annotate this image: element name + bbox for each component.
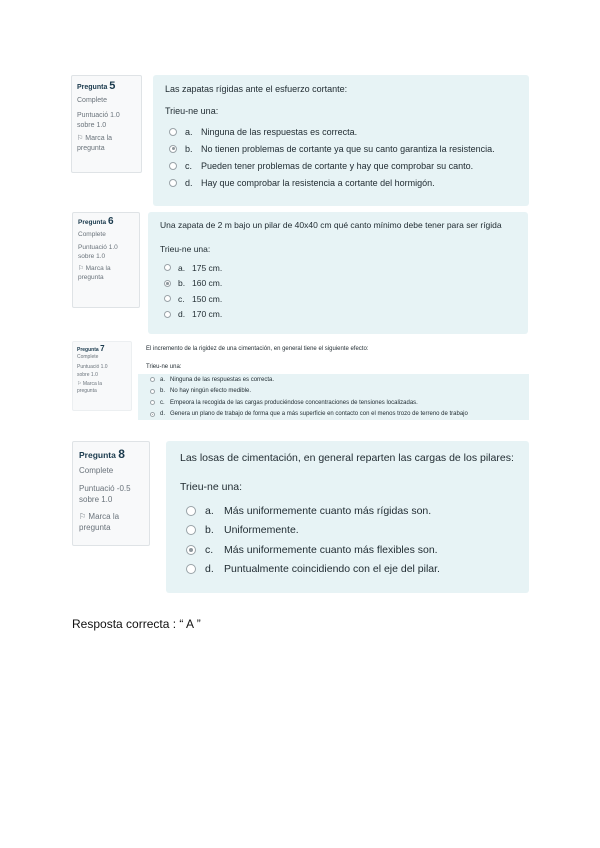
answer-prompt: Trieu-ne una: (146, 364, 182, 370)
radio-icon[interactable] (164, 295, 171, 302)
flag-icon: ⚐ (79, 511, 87, 521)
answer-option[interactable]: c. 150 cm. (164, 291, 516, 307)
radio-icon[interactable] (169, 162, 177, 170)
question-title: Pregunta 8 (79, 447, 125, 461)
answer-option[interactable]: c. Empeora la recogida de las cargas produciéndose concentraciones de tensiones localizadas. (142, 397, 523, 409)
question-panel (166, 441, 529, 593)
answer-option[interactable]: b. No hay ningún efecto medible. (142, 386, 523, 398)
answer-options (180, 501, 515, 579)
question-text: El incremento de la rigidez de una cimentación, en general tiene el siguiente efecto: (146, 346, 369, 352)
answer-options (165, 123, 517, 191)
question-grade: Puntuació 1.0 sobre 1.0 (78, 244, 118, 261)
question-title: Pregunta 7 (77, 344, 105, 353)
question-state: Complete (77, 97, 107, 104)
question-info (72, 212, 140, 308)
flag-icon: ⚐ (77, 135, 84, 143)
question-grade: Puntuació -0.5 sobre 1.0 (79, 483, 131, 505)
radio-icon[interactable] (150, 377, 155, 382)
question-state: Complete (78, 231, 106, 238)
answer-option[interactable]: c. Pueden tener problemas de cortante y hay que comprobar su canto. (169, 157, 517, 174)
question-info (72, 341, 132, 411)
question-panel (148, 212, 528, 334)
question-text: Las zapatas rígidas ante el esfuerzo cortante: (165, 84, 348, 94)
answer-prompt: Trieu-ne una: (160, 244, 211, 254)
answer-prompt: Trieu-ne una: (165, 106, 219, 116)
answer-options (160, 260, 516, 322)
answer-option[interactable]: d. Genera un plano de trabajo de forma que a más superficie en contacto con el menos trozo de terreno de trabajo (142, 409, 523, 421)
radio-icon[interactable] (150, 389, 155, 394)
question-panel (153, 75, 529, 206)
question-text: Una zapata de 2 m bajo un pilar de 40x40 cm qué canto mínimo debe tener para ser rígida (160, 220, 502, 230)
answer-option[interactable]: b. Uniformemente. (186, 521, 515, 541)
radio-icon[interactable] (186, 525, 196, 535)
question-grade: Puntuació 1.0 sobre 1.0 (77, 364, 108, 378)
radio-icon[interactable] (150, 412, 155, 417)
radio-icon[interactable] (169, 145, 177, 153)
question-state: Complete (77, 354, 99, 360)
flag-icon: ⚐ (77, 380, 82, 387)
radio-icon[interactable] (186, 545, 196, 555)
answer-option[interactable]: b. No tienen problemas de cortante ya que su canto garantiza la resistencia. (169, 140, 517, 157)
question-grade: Puntuació 1.0 sobre 1.0 (77, 111, 120, 129)
flag-question-link[interactable]: ⚐ Marca la pregunta (77, 135, 113, 153)
radio-icon[interactable] (150, 400, 155, 405)
flag-question-link[interactable]: ⚐ Marca la pregunta (77, 380, 103, 394)
question-info (71, 75, 142, 173)
question-state: Complete (79, 466, 114, 475)
correct-answer-note: Resposta correcta : “ A ” (72, 617, 201, 631)
radio-icon[interactable] (186, 506, 196, 516)
answer-option[interactable]: a. Ninguna de las respuestas es correcta. (142, 374, 523, 386)
answer-option[interactable]: d. 170 cm. (164, 307, 516, 323)
answer-option[interactable]: b. 160 cm. (164, 276, 516, 292)
answer-options (138, 374, 529, 420)
radio-icon[interactable] (164, 311, 171, 318)
answer-option[interactable]: a. Más uniformemente cuanto más rígidas son. (186, 501, 515, 521)
radio-icon[interactable] (169, 179, 177, 187)
answer-option[interactable]: d. Puntualmente coincidiendo con el eje del pilar. (186, 560, 515, 580)
question-title: Pregunta 6 (78, 216, 114, 227)
answer-prompt: Trieu-ne una: (180, 481, 243, 493)
radio-icon[interactable] (164, 264, 171, 271)
answer-option[interactable]: a. 175 cm. (164, 260, 516, 276)
question-panel (138, 341, 529, 435)
radio-icon[interactable] (186, 564, 196, 574)
radio-icon[interactable] (164, 280, 171, 287)
question-text: Las losas de cimentación, en general reparten las cargas de los pilares: (180, 452, 514, 464)
question-info (72, 441, 150, 546)
flag-question-link[interactable]: ⚐ Marca la pregunta (78, 265, 111, 282)
question-title: Pregunta 5 (77, 80, 116, 92)
answer-option[interactable]: d. Hay que comprobar la resistencia a cortante del hormigón. (169, 174, 517, 191)
answer-option[interactable]: a. Ninguna de las respuestas es correcta. (169, 123, 517, 140)
radio-icon[interactable] (169, 128, 177, 136)
flag-icon: ⚐ (78, 265, 84, 273)
flag-question-link[interactable]: ⚐ Marca la pregunta (79, 511, 120, 533)
answer-option[interactable]: c. Más uniformemente cuanto más flexibles son. (186, 540, 515, 560)
